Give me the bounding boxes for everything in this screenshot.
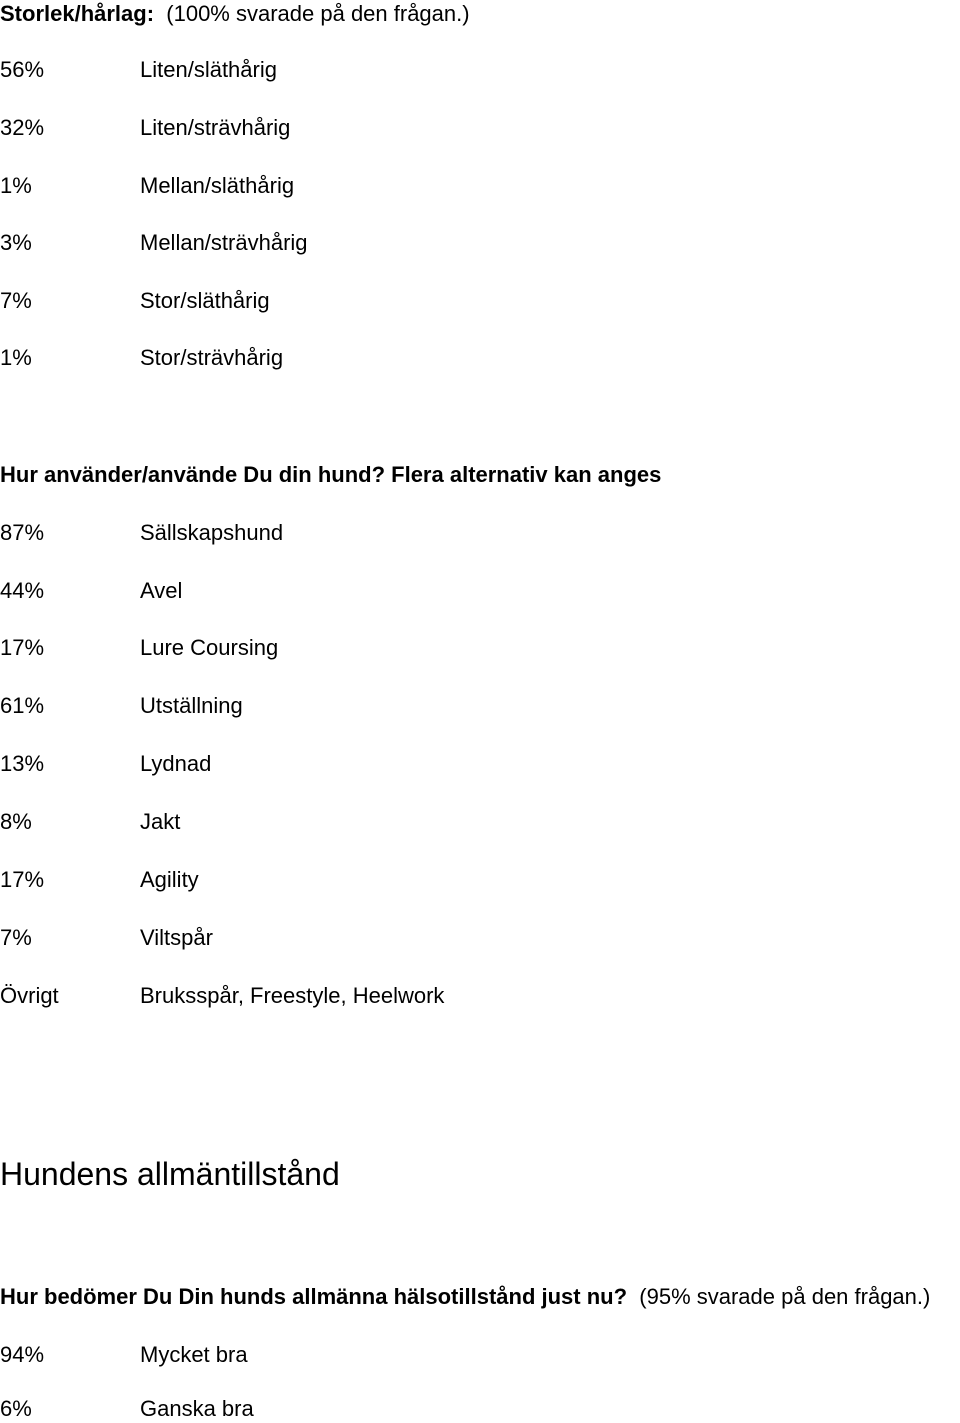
usage-heading: Hur använder/använde Du din hund? Flera alternativ kan anges: [0, 462, 662, 487]
size-coat-heading-title: Storlek/hårlag:: [0, 1, 155, 26]
percentage-value: 1%: [0, 173, 32, 198]
percentage-value: 7%: [0, 288, 32, 313]
percentage-value: 13%: [0, 751, 45, 776]
percentage-value: 32%: [0, 115, 45, 140]
option-label: Bruksspår, Freestyle, Heelwork: [140, 983, 445, 1008]
percentage-value: 3%: [0, 230, 32, 255]
option-label: Viltspår: [140, 925, 213, 950]
option-label: Lure Coursing: [140, 635, 279, 660]
option-label: Avel: [140, 578, 183, 603]
percentage-value: 56%: [0, 57, 45, 82]
option-label: Mycket bra: [140, 1342, 248, 1367]
health-response-note: (95% svarade på den frågan.): [627, 1284, 931, 1309]
option-label: Agility: [140, 867, 199, 892]
option-label: Mellan/släthårig: [140, 173, 295, 198]
percentage-value: 8%: [0, 809, 32, 834]
option-label: Lydnad: [140, 751, 212, 776]
percentage-value: 17%: [0, 635, 45, 660]
health-heading: [0, 1283, 930, 1311]
option-label: Stor/strävhårig: [140, 345, 284, 370]
option-label: Liten/strävhårig: [140, 115, 291, 140]
option-label: Stor/släthårig: [140, 288, 270, 313]
percentage-value: 44%: [0, 578, 45, 603]
option-label: Liten/släthårig: [140, 57, 277, 82]
percentage-value: 61%: [0, 693, 45, 718]
percentage-value: 17%: [0, 867, 45, 892]
size-coat-heading: [0, 0, 470, 28]
option-label: Utställning: [140, 693, 243, 718]
percentage-value: 1%: [0, 345, 32, 370]
option-label: Mellan/strävhårig: [140, 230, 308, 255]
other-label: Övrigt: [0, 983, 59, 1008]
option-label: Sällskapshund: [140, 520, 284, 545]
percentage-value: 87%: [0, 520, 45, 545]
size-coat-response-note: (100% svarade på den frågan.): [154, 1, 470, 26]
percentage-value: 94%: [0, 1342, 45, 1367]
option-label: Jakt: [140, 809, 181, 834]
section-title: Hundens allmäntillstånd: [0, 1156, 340, 1192]
option-label: Ganska bra: [140, 1396, 254, 1421]
health-heading-title: Hur bedömer Du Din hunds allmänna hälsotillstånd just nu?: [0, 1284, 628, 1309]
percentage-value: 6%: [0, 1396, 32, 1421]
percentage-value: 7%: [0, 925, 32, 950]
